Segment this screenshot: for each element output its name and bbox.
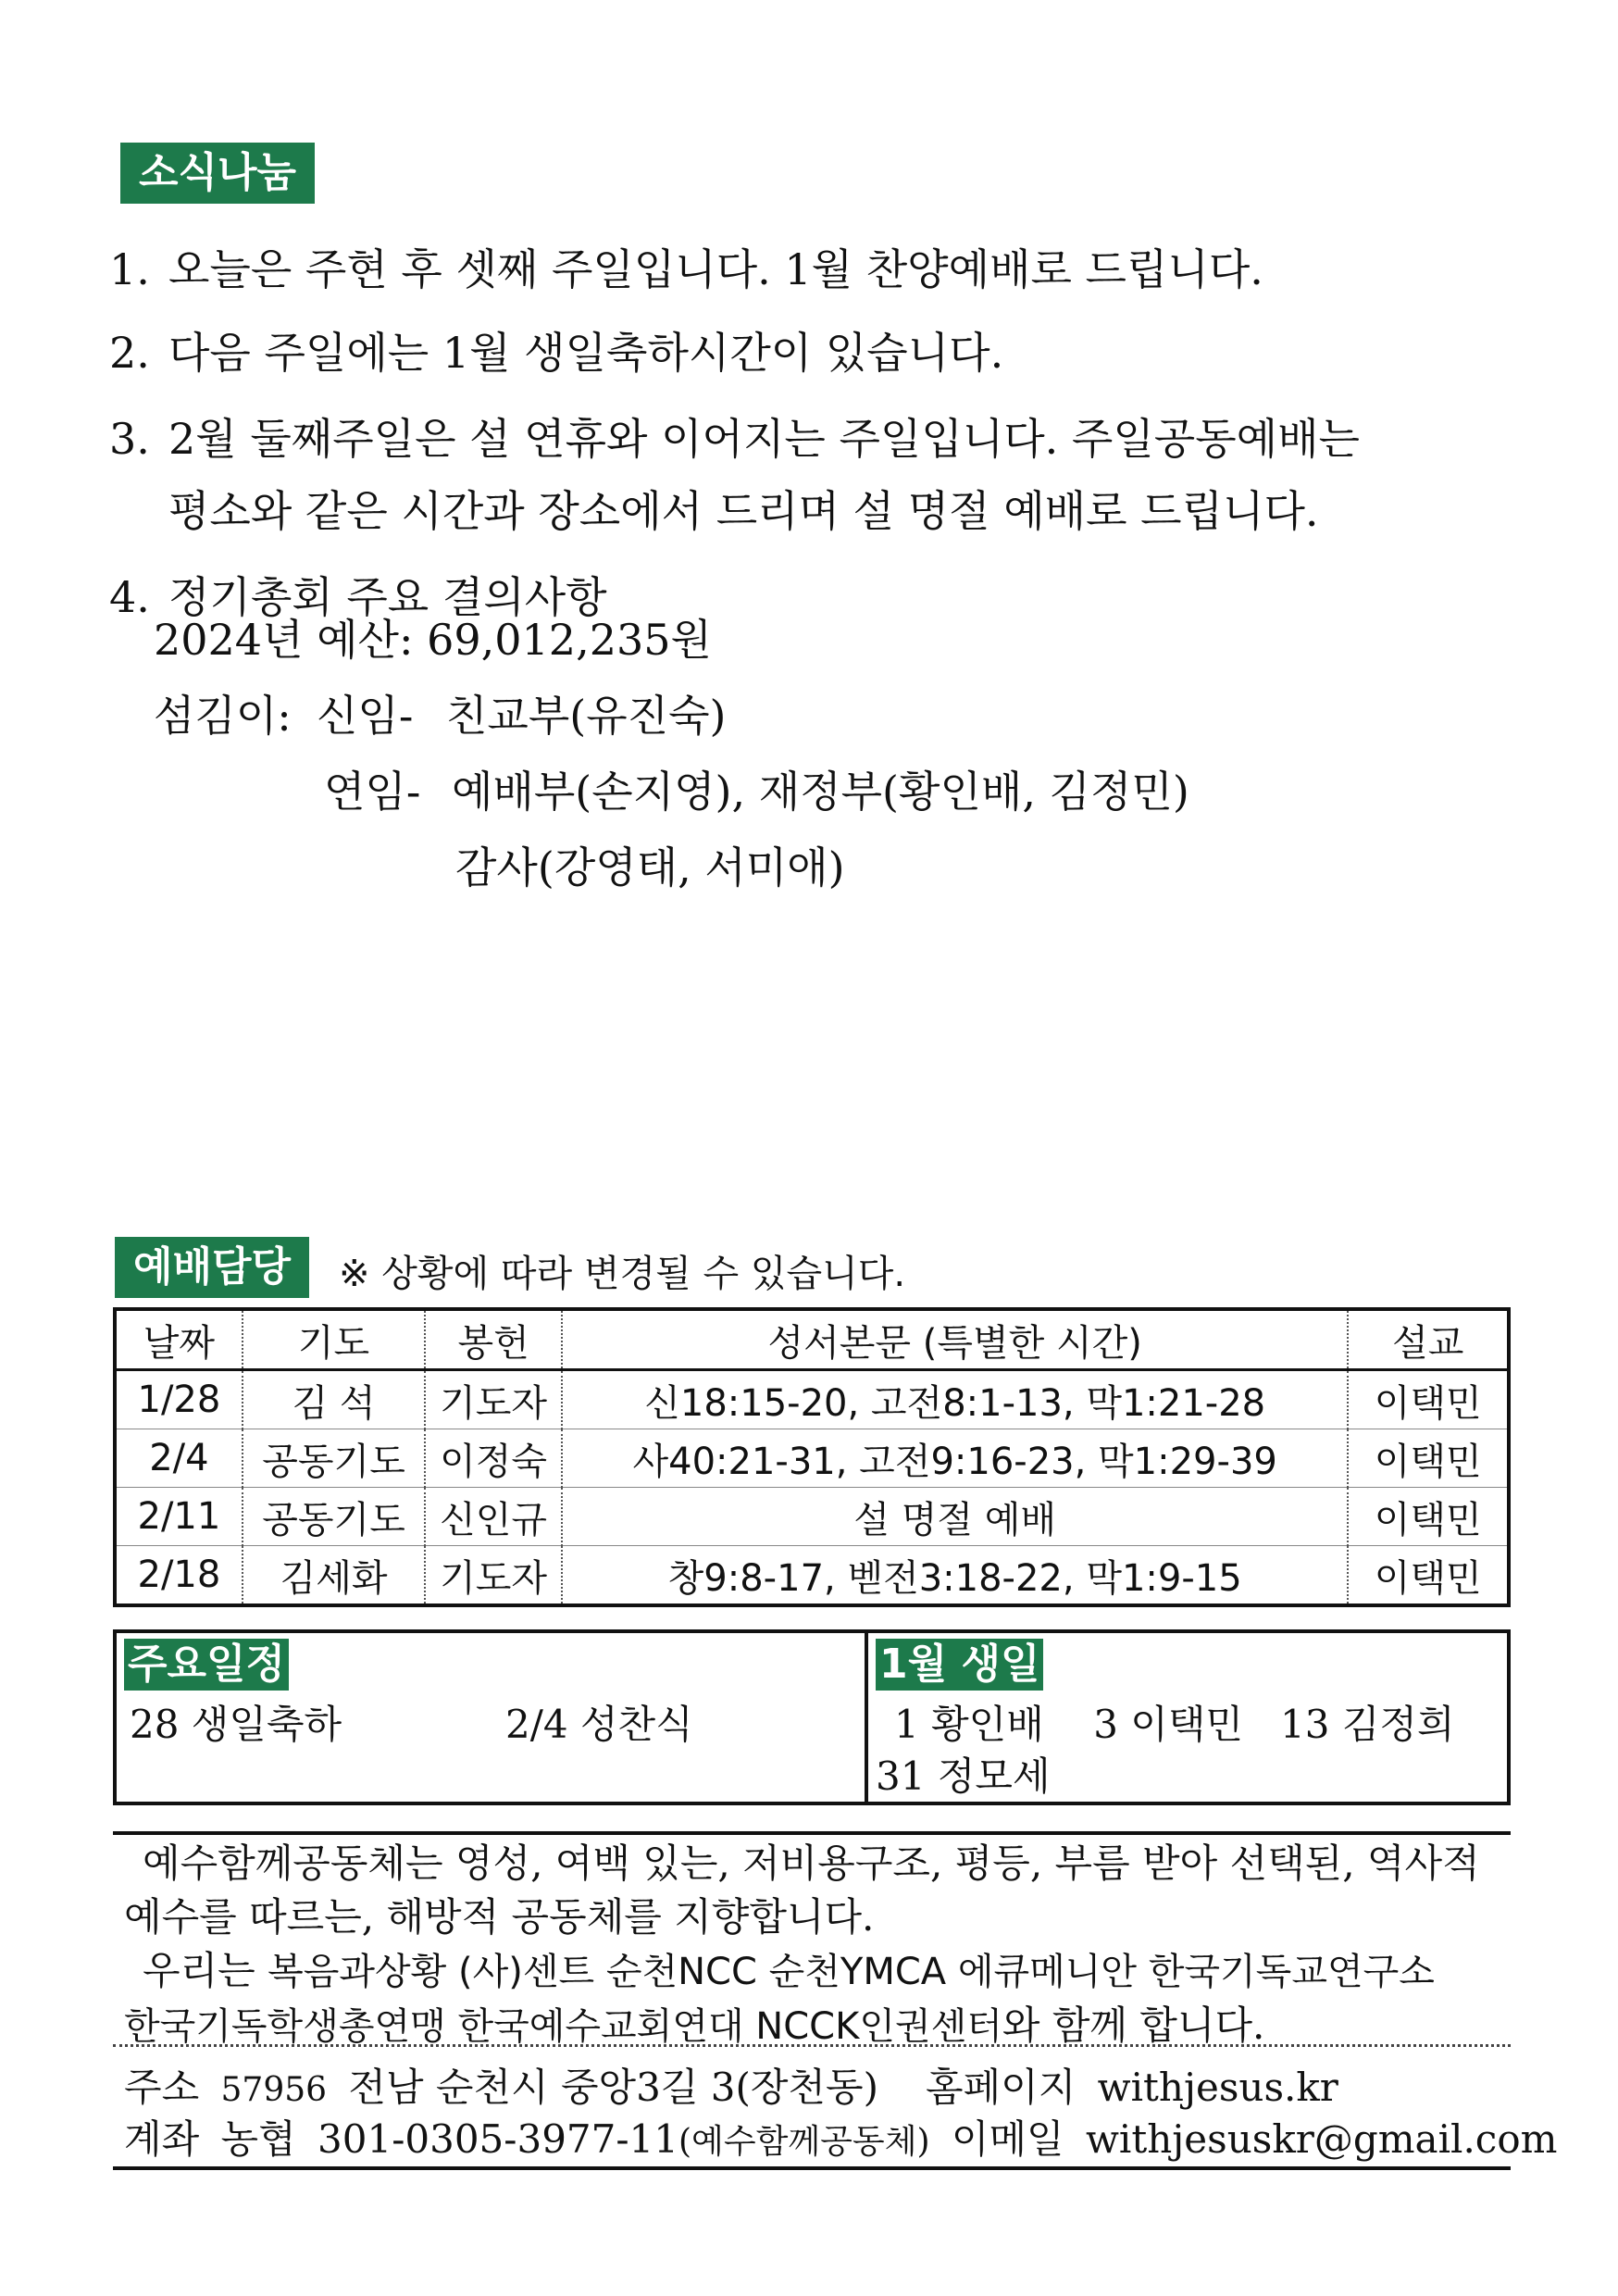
schedule-box: [117, 1633, 868, 1802]
news-item: [109, 236, 1498, 303]
schedule-item: 28 생일축하: [130, 1702, 342, 1747]
zip-code: 57956: [220, 2071, 328, 2109]
renew-value: 예배부(손지영), 재정부(황인배, 김정민): [452, 767, 1189, 817]
news-section-label: 소식나눔: [120, 143, 315, 204]
cell-prayer: 김세화: [243, 1546, 425, 1606]
worship-section-label: 예배담당: [115, 1237, 309, 1298]
servants-label: 섬김이:: [154, 691, 292, 741]
schedule-birthday-boxes: [113, 1629, 1511, 1805]
address-line: [124, 2057, 878, 2113]
cell-date: 1/28: [115, 1370, 243, 1429]
cell-sermon: 이택민: [1348, 1488, 1509, 1546]
renew-label: 연임-: [324, 767, 421, 817]
news-list: [109, 236, 1498, 647]
cell-scripture: 사40:21-31, 고전9:16-23, 막1:29-39: [562, 1429, 1349, 1488]
cell-prayer: 공동기도: [243, 1429, 425, 1488]
email-link[interactable]: withjesuskr@gmail.com: [1085, 2116, 1558, 2162]
cell-scripture: 창9:8-17, 벧전3:18-22, 막1:9-15: [562, 1546, 1349, 1606]
news-item-text: 정기총회 주요 결의사항: [168, 572, 607, 622]
account-number: 301-0305-3977-11: [317, 2116, 678, 2162]
assembly-resolutions: [154, 602, 1189, 905]
partners-orgs: 복음과상황 (사)센트 순천NCC 순천YMCA 에큐메니안 한국기독교연구소: [268, 1951, 1435, 1993]
new-value: 친교부(유진숙): [446, 691, 727, 741]
divider: [113, 2166, 1511, 2170]
news-item: [109, 319, 1498, 386]
cell-offering: 기도자: [425, 1546, 562, 1606]
column-header-offering: 봉헌: [425, 1309, 562, 1370]
news-item-text: 평소와 같은 시간과 장소에서 드리며 설 명절 예배로 드립니다.: [168, 486, 1319, 536]
cell-date: 2/11: [115, 1488, 243, 1546]
news-item-number: 1.: [109, 244, 150, 294]
divider: [113, 2044, 1511, 2047]
mission-statement: [124, 1837, 1512, 2053]
cell-offering: 이정숙: [425, 1429, 562, 1488]
account-label: 계좌: [124, 2116, 200, 2162]
table-row: [115, 1370, 1509, 1429]
address: 전남 순천시 중앙3길 3(장천동): [348, 2065, 878, 2110]
news-item-number: 4.: [109, 572, 150, 622]
cell-offering: 기도자: [425, 1370, 562, 1429]
birthday-label: 1월 생일: [876, 1639, 1043, 1691]
cell-date: 2/18: [115, 1546, 243, 1606]
address-label: 주소: [124, 2065, 200, 2110]
homepage-line: [926, 2057, 1338, 2113]
divider: [113, 1831, 1511, 1835]
schedule-label: 주요일정: [124, 1639, 289, 1691]
table-header-row: [115, 1309, 1509, 1370]
email-label: 이메일: [951, 2116, 1064, 2162]
homepage-link[interactable]: withjesus.kr: [1097, 2065, 1338, 2110]
table-row: [115, 1546, 1509, 1606]
servants-renew-line: [154, 754, 1189, 830]
mission-line: 예수함께공동체는 영성, 여백 있는, 저비용구조, 평등, 부름 받아 선택된, 역사적: [143, 1841, 1480, 1886]
table-row: [115, 1488, 1509, 1546]
news-item: [109, 403, 1498, 547]
cell-scripture: 설 명절 예배: [562, 1488, 1349, 1546]
cell-offering: 신인규: [425, 1488, 562, 1546]
cell-sermon: 이택민: [1348, 1370, 1509, 1429]
bank-name: 농협: [220, 2116, 296, 2162]
partners-orgs: 한국기독학생총연맹 한국예수교회연대 NCCK인권센터: [124, 2005, 1002, 2048]
account-line: [124, 2109, 1557, 2165]
partners-outro: 와 함께 합니다.: [1002, 2003, 1265, 2048]
homepage-label: 홈페이지: [926, 2065, 1077, 2110]
cell-prayer: 공동기도: [243, 1488, 425, 1546]
news-item-number: 3.: [109, 414, 150, 464]
schedule-item: 2/4 성찬식: [505, 1702, 693, 1747]
cell-date: 2/4: [115, 1429, 243, 1488]
worship-note: ※ 상황에 따라 변경될 수 있습니다.: [339, 1253, 906, 1295]
account-holder: (예수함께공동체): [678, 2123, 930, 2161]
budget-line: 2024년 예산: 69,012,235원: [154, 615, 712, 665]
news-item-number: 2.: [109, 328, 150, 378]
new-label: 신임-: [317, 691, 414, 741]
table-row: [115, 1429, 1509, 1488]
cell-sermon: 이택민: [1348, 1429, 1509, 1488]
cell-scripture: 신18:15-20, 고전8:1-13, 막1:21-28: [562, 1370, 1349, 1429]
birthday-box: [868, 1633, 1507, 1802]
news-item-text: 다음 주일에는 1월 생일축하시간이 있습니다.: [168, 328, 1004, 378]
column-header-scripture: 성서본문 (특별한 시간): [562, 1309, 1349, 1370]
cell-sermon: 이택민: [1348, 1546, 1509, 1606]
servants-new-line: [154, 678, 727, 754]
column-header-date: 날짜: [115, 1309, 243, 1370]
partners-line: [124, 1944, 1512, 1999]
mission-line: 예수를 따르는, 해방적 공동체를 지향합니다.: [124, 1894, 875, 1940]
column-header-sermon: 설교: [1348, 1309, 1509, 1370]
birthday-list: 1 황인배 3 이택민 13 김정희: [894, 1702, 1455, 1747]
birthday-list: 31 정모세: [876, 1753, 1051, 1799]
worship-roster-table: [113, 1307, 1511, 1607]
news-item-text: 2월 둘째주일은 설 연휴와 이어지는 주일입니다. 주일공동예배는: [168, 414, 1360, 464]
partners-intro: 우리는: [143, 1948, 268, 1993]
cell-prayer: 김 석: [243, 1370, 425, 1429]
news-item-text: 오늘은 주현 후 셋째 주일입니다. 1월 찬양예배로 드립니다.: [168, 244, 1263, 294]
servants-renew-line-2: [154, 830, 845, 905]
renew-value-2: 감사(강영태, 서미애): [455, 842, 845, 892]
column-header-prayer: 기도: [243, 1309, 425, 1370]
